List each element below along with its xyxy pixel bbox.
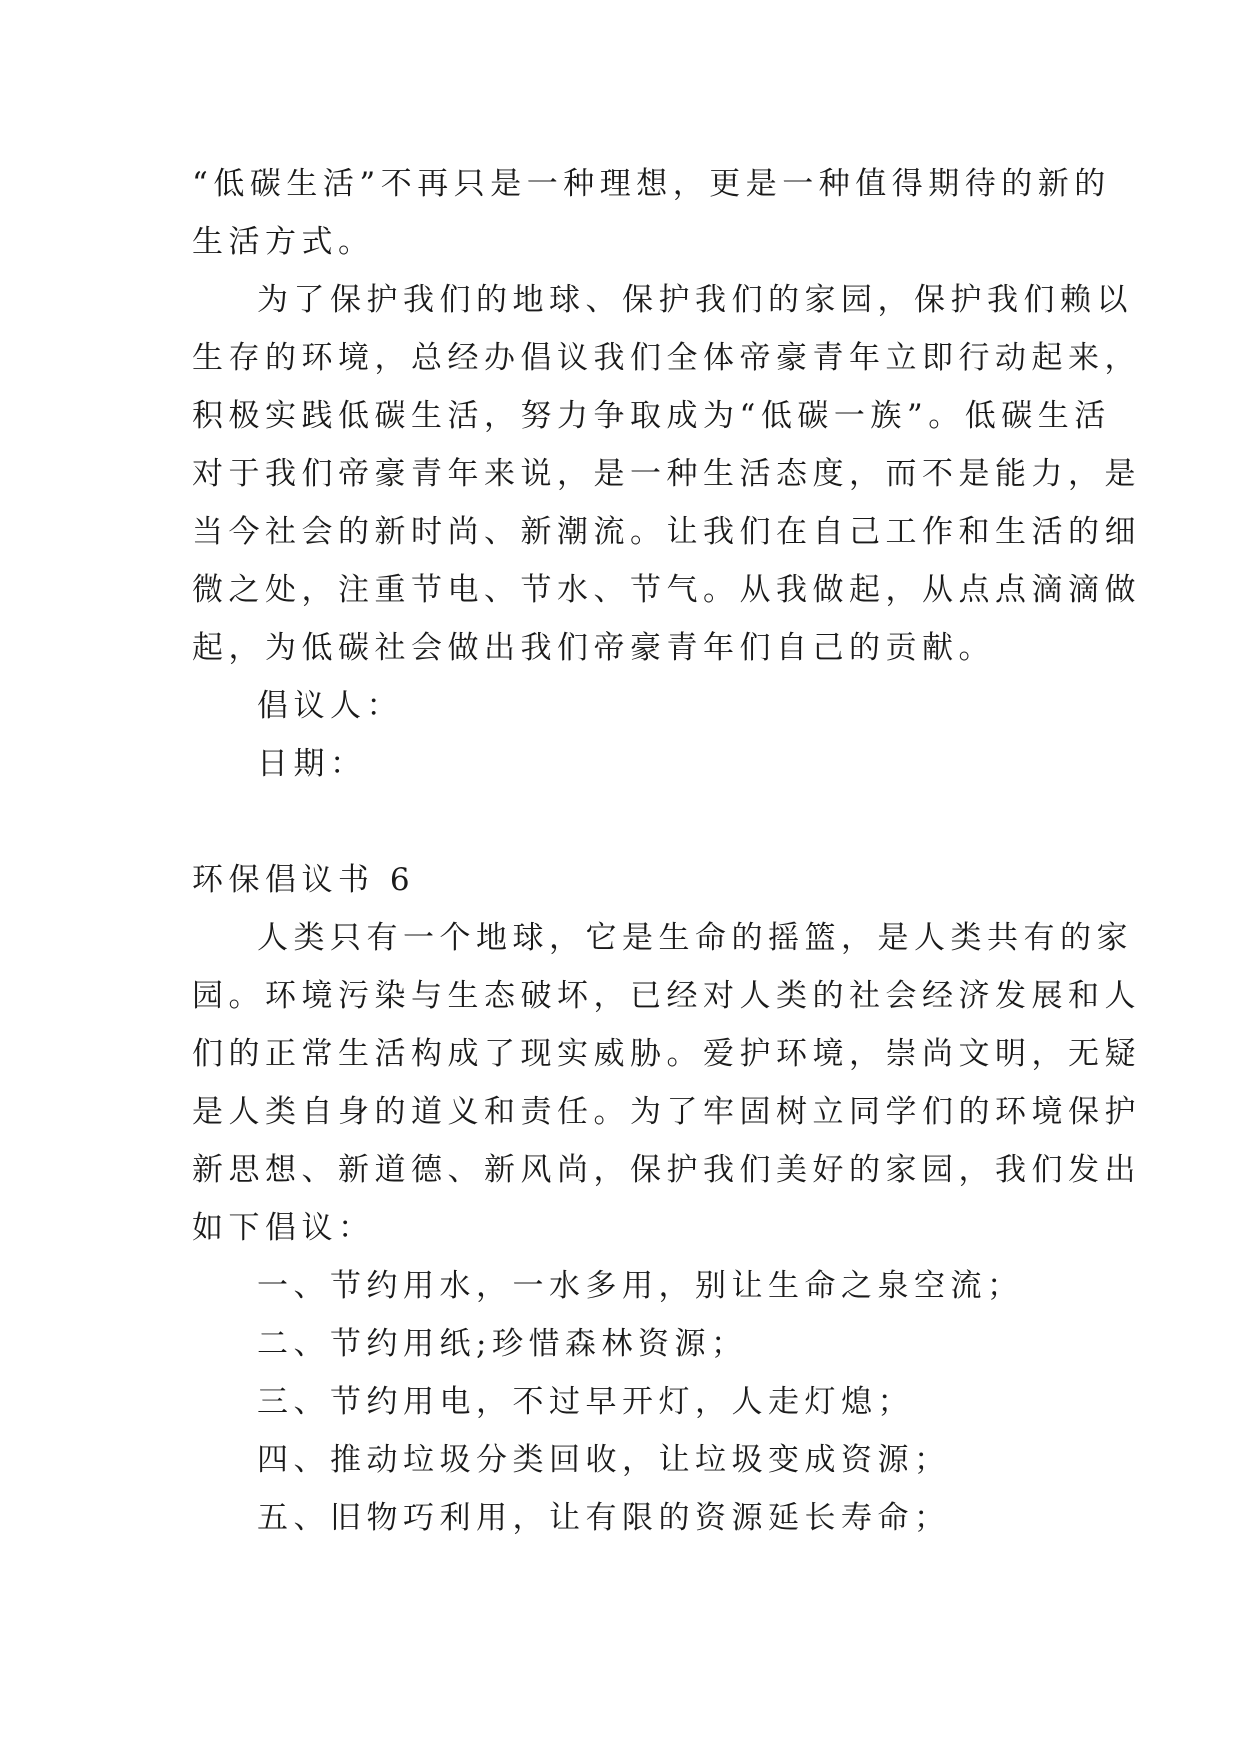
paragraph-line: 如下倡议：	[192, 1210, 375, 1246]
paragraph-line: 当今社会的新时尚、新潮流。让我们在自己工作和生活的细	[192, 514, 1141, 550]
list-item: 三、节约用电，不过早开灯，人走灯熄；	[257, 1384, 914, 1420]
paragraph-line: 积极实践低碳生活，努力争取成为“低碳一族”。低碳生活	[192, 398, 1111, 434]
list-item: 二、节约用纸;珍惜森林资源；	[257, 1326, 748, 1362]
date-label: 日期：	[257, 746, 367, 782]
list-item: 一、节约用水，一水多用，别让生命之泉空流；	[257, 1268, 1024, 1304]
paragraph-line: “低碳生活”不再只是一种理想，更是一种值得期待的新的	[192, 166, 1111, 202]
paragraph-line: 新思想、新道德、新风尚，保护我们美好的家园，我们发出	[192, 1152, 1141, 1188]
paragraph-line: 人类只有一个地球，它是生命的摇篮，是人类共有的家	[257, 920, 1133, 956]
paragraph-line: 生存的环境，总经办倡议我们全体帝豪青年立即行动起来，	[192, 340, 1141, 376]
paragraph-line: 生活方式。	[192, 224, 375, 260]
paragraph-line: 园。环境污染与生态破坏，已经对人类的社会经济发展和人	[192, 978, 1141, 1014]
list-item: 五、旧物巧利用，让有限的资源延长寿命；	[257, 1500, 951, 1536]
paragraph-line: 是人类自身的道义和责任。为了牢固树立同学们的环境保护	[192, 1094, 1141, 1130]
paragraph-line: 们的正常生活构成了现实威胁。爱护环境，崇尚文明，无疑	[192, 1036, 1141, 1072]
paragraph-line: 起，为低碳社会做出我们帝豪青年们自己的贡献。	[192, 630, 995, 666]
paragraph-line: 对于我们帝豪青年来说，是一种生活态度，而不是能力，是	[192, 456, 1141, 492]
list-item: 四、推动垃圾分类回收，让垃圾变成资源；	[257, 1442, 951, 1478]
paragraph-line: 为了保护我们的地球、保护我们的家园，保护我们赖以	[257, 282, 1133, 318]
section-heading: 环保倡议书 6	[192, 862, 416, 898]
proposer-label: 倡议人：	[257, 688, 403, 724]
paragraph-line: 微之处，注重节电、节水、节气。从我做起，从点点滴滴做	[192, 572, 1141, 608]
